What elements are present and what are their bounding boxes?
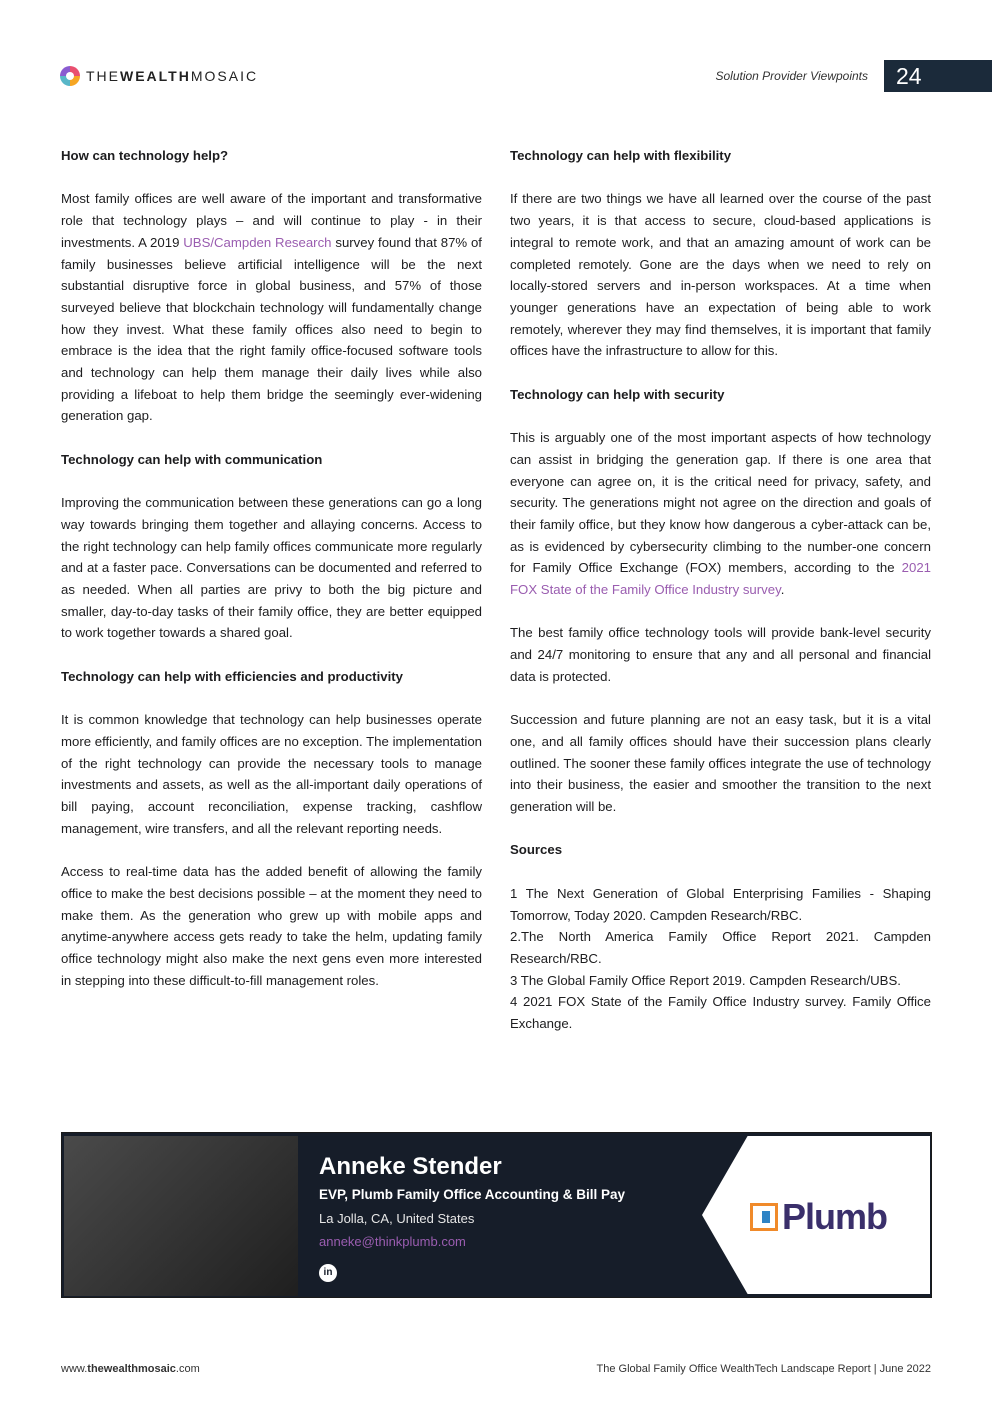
- paragraph: Improving the communication between these generations can go a long way towards bringing them together and allaying concerns. Access to the right technology can help family offices communicate more regularly and at a faster pace. Conversations can be documented and referred to as needed. When all parties are privy to both the big picture and smaller, day-to-day tasks of their family office, they are better equipped to work together towards a shared goal.: [61, 495, 482, 641]
- plumb-logo-text: Plumb: [782, 1196, 888, 1237]
- plumb-logo: [750, 1196, 888, 1237]
- author-card: [61, 1132, 932, 1298]
- source-item: 4 2021 FOX State of the Family Office Industry survey. Family Office Exchange.: [510, 994, 931, 1032]
- source-item: 1 The Next Generation of Global Enterprising Families - Shaping Tomorrow, Today 2020. Campden Research/RBC.: [510, 885, 931, 923]
- mosaic-logo-icon: [60, 66, 80, 86]
- logo: [60, 66, 258, 86]
- author-location: La Jolla, CA, United States: [319, 1211, 475, 1226]
- author-name: Anneke Stender: [319, 1153, 502, 1180]
- paragraph: Succession and future planning are not an easy task, but it is a vital one, and all family offices should have their succession plans clearly outlined. The sooner these family offices integrate the use of technology into their business, the easier and smoother the transition to the next generation will be.: [510, 712, 931, 815]
- author-photo: [64, 1136, 298, 1296]
- paragraph: This is arguably one of the most important aspects of how technology can assist in bridging the generation gap. If there is one area that everyone can agree on, it is the critical need for privacy, safety, and security. The generations might not agree on the direction and goals of their family office, but they know how dangerous a cyber-attack can be, as is evidenced by cybersecurity climbing to the number-one concern for Family Office Exchange (FOX) members, according to the 2021 FOX State of the Family Office Industry survey.: [510, 430, 931, 598]
- ubs-campden-link[interactable]: UBS/Campden Research: [183, 234, 332, 250]
- heading-communication: Technology can help with communication: [61, 451, 323, 467]
- footer-report-title: The Global Family Office WealthTech Landscape Report | June 2022: [596, 1363, 931, 1375]
- paragraph: It is common knowledge that technology can help businesses operate more efficiently, and family offices are no exception. The implementation of the right technology can provide the necessary tools to manage investments and assets, as well as the all-important daily operations of bill paying, account reconciliation, expense tracking, cashflow management, wire transfers, and all the relevant reporting needs.: [61, 712, 482, 836]
- heading-flexibility: Technology can help with flexibility: [510, 148, 732, 163]
- right-column: [510, 145, 931, 1035]
- paragraph: Most family offices are well aware of the important and transformative role that technology plays – and will continue to play - in their investments. A 2019 UBS/Campden Research survey found that 87% of family businesses believe artificial intelligence will be the next substantial disruptive force in global business, and 57% of those surveyed believe that blockchain technology will fundamentally change how they invest. What these family offices also need to begin to embrace is the idea that the right family office-focused software tools and technology can help them manage their daily lives while also providing a lifeboat to help them bridge the seemingly ever-widening generation gap.: [61, 191, 482, 424]
- paragraph: If there are two things we have all learned over the course of the past two years, it is that access to secure, cloud-based applications is integral to remote work, and that an amazing amount of work can be completed remotely. Gone are the days when we need to rely on locally-stored servers and in-person workspaces. At a time when younger generations have an expectation of being able to work remotely, wherever they may find themselves, it is important that family offices have the infrastructure to allow for this.: [510, 191, 931, 359]
- page-number-box: [884, 60, 992, 92]
- logo-text: THEWEALTHMOSAIC: [86, 68, 259, 84]
- footer-website[interactable]: www.thewealthmosaic.com: [61, 1363, 200, 1375]
- author-role: EVP, Plumb Family Office Accounting & Bill Pay: [319, 1187, 626, 1202]
- heading-how-can-technology-help: How can technology help?: [61, 148, 229, 163]
- left-column: [61, 145, 482, 1013]
- paragraph: The best family office technology tools will provide bank-level security and 24/7 monitoring to ensure that any and all personal and financial data is protected.: [510, 625, 931, 684]
- paragraph: Access to real-time data has the added benefit of allowing the family office to make the best decisions possible – at the moment they need to make them. As the generation who grew up with mobile apps and anytime-anywhere access gets ready to take the helm, updating family office technology might also make the next gens even more interested in stepping into these difficult-to-fill management roles.: [61, 864, 482, 988]
- heading-security: Technology can help with security: [510, 386, 725, 402]
- author-email-link[interactable]: anneke@thinkplumb.com: [319, 1234, 466, 1249]
- heading-sources: Sources: [510, 842, 563, 858]
- section-label: Solution Provider Viewpoints: [715, 69, 868, 83]
- page-number: 24: [896, 63, 922, 89]
- source-item: 2.The North America Family Office Report 2021. Campden Research/RBC.: [510, 929, 931, 966]
- heading-efficiencies: Technology can help with efficiencies and productivity: [61, 668, 403, 684]
- linkedin-icon[interactable]: in: [319, 1264, 337, 1282]
- plumb-logo-icon: [750, 1203, 778, 1231]
- source-item: 3 The Global Family Office Report 2019. Campden Research/UBS.: [510, 972, 901, 988]
- fox-survey-link[interactable]: 2021 FOX State of the Family Office Industry survey: [510, 560, 931, 598]
